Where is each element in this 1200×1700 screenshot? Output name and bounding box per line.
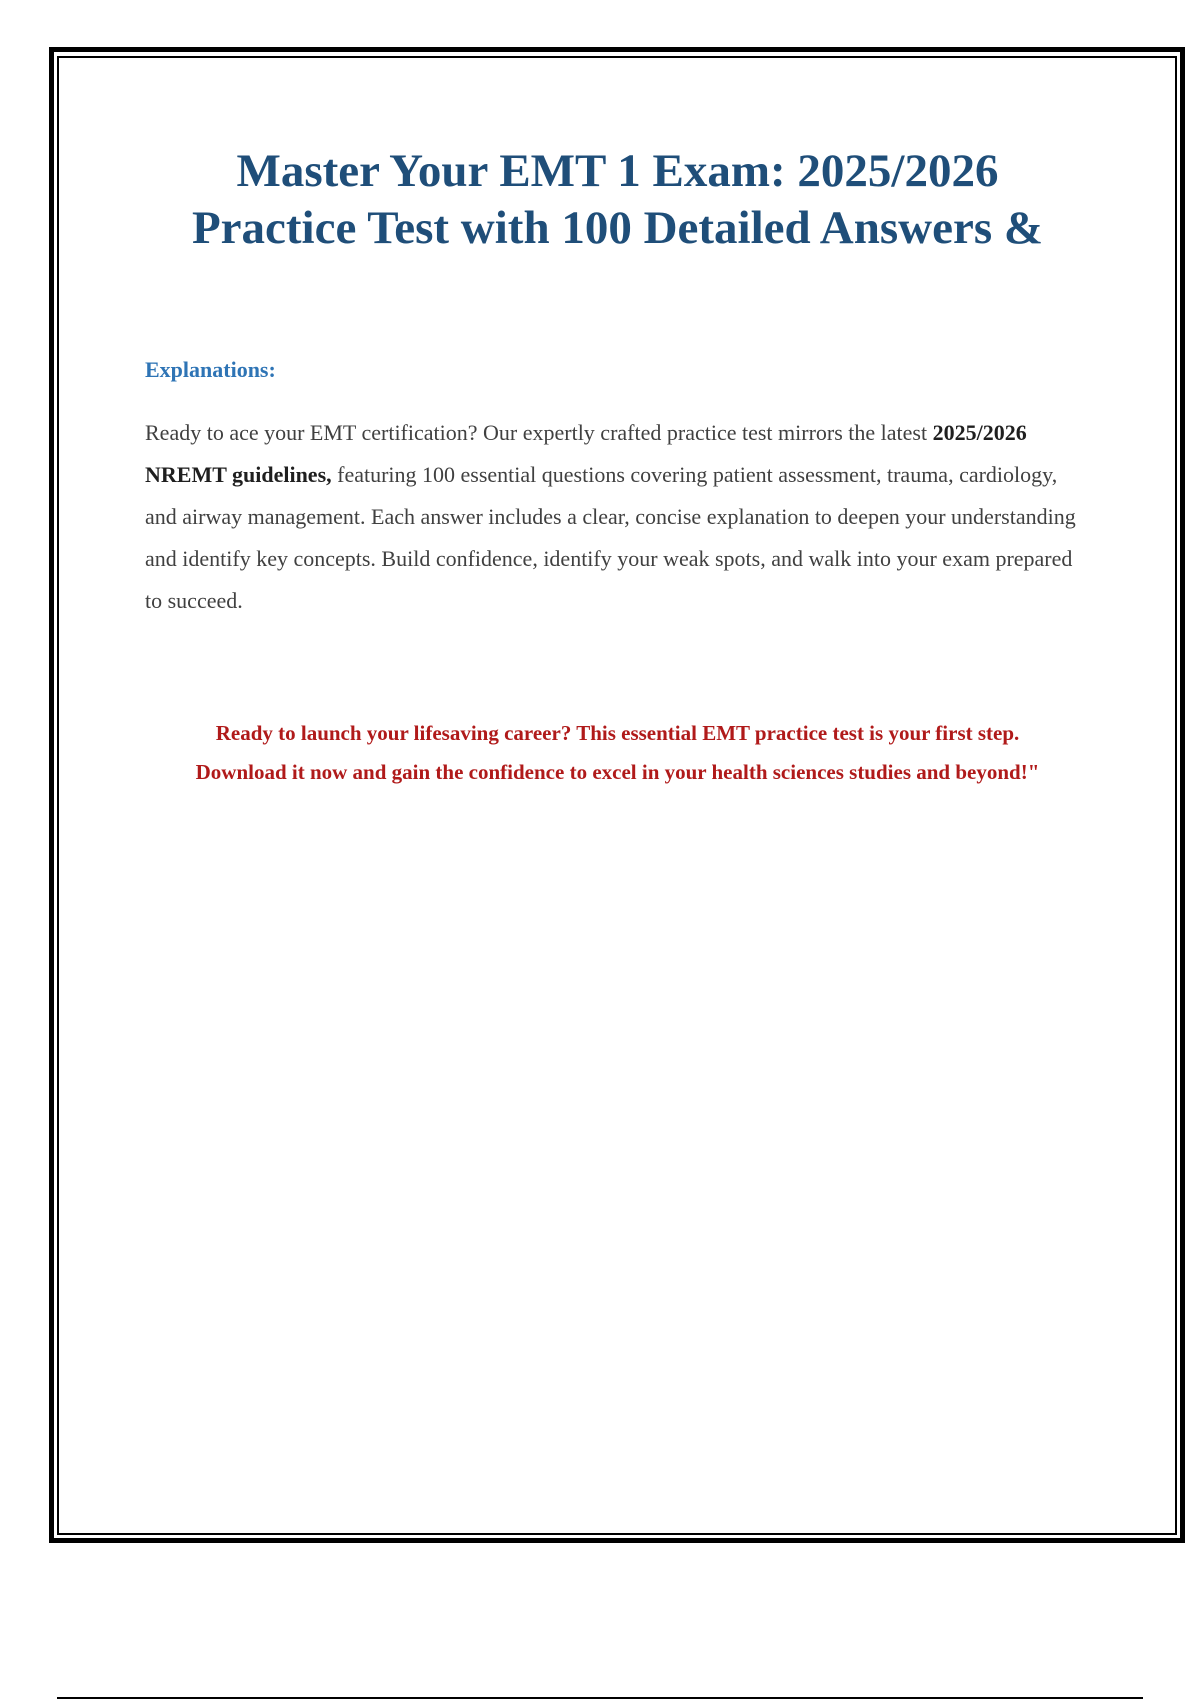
intro-bold-text: 2025/2026 NREMT guidelines, bbox=[145, 420, 1027, 487]
page-border-inner bbox=[57, 56, 1177, 1535]
cta-line-1: Ready to launch your lifesaving career? This essential EMT practice test is your first step. bbox=[215, 721, 1020, 745]
cta-line-2: Download it now and gain the confidence to excel in your health sciences studies and beyond!" bbox=[195, 760, 1040, 784]
section-heading-explanations: Explanations: bbox=[145, 357, 276, 382]
title-line-2: Practice Test with 100 Detailed Answers & bbox=[191, 202, 1044, 254]
intro-paragraph bbox=[145, 412, 1080, 622]
call-to-action bbox=[100, 714, 1135, 792]
footer-divider bbox=[57, 1697, 1143, 1699]
title-line-1: Master Your EMT 1 Exam: 2025/2026 bbox=[236, 145, 999, 197]
intro-lead-text: Ready to ace your EMT certification? Our expertly crafted practice test mirrors the latest bbox=[145, 420, 928, 445]
document-title bbox=[100, 143, 1135, 257]
intro-rest-text: featuring 100 essential questions covering patient assessment, trauma, cardiology, and airway management. Each answer includes a clear, concise explanation to deepen your understanding and identify key concepts. Build confidence, identify your weak spots, and walk into your exam prepared to succeed. bbox=[145, 462, 1076, 613]
